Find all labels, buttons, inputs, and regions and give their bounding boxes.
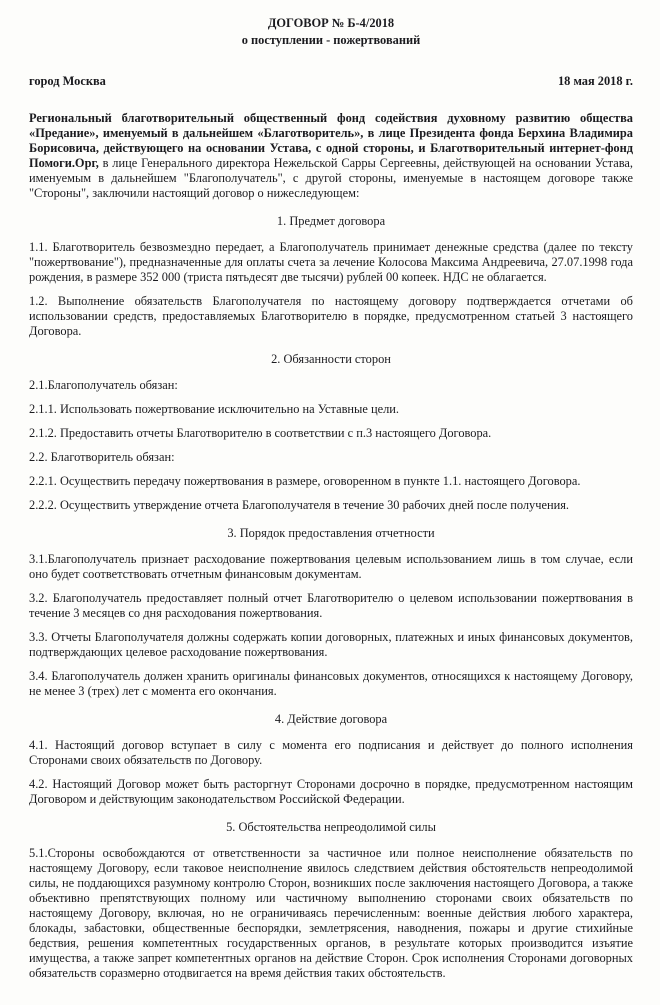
contract-paragraph: 4.1. Настоящий договор вступает в силу с момента его подписания и действует до полного исполнения Сторонами своих обязательств по Договору.: [29, 738, 633, 767]
contract-paragraph: 3.1.Благополучатель признает расходование пожертвования целевым использованием лишь в том случае, если оно будет соответствовать отчетным финансовым документам.: [29, 552, 633, 581]
contract-paragraph: 1.2. Выполнение обязательств Благополучателя по настоящему договору подтверждается отчетами об использовании средств, предоставляемых Благотворителю в порядке, предусмотренном статьей 3 настоящего Договора.: [29, 294, 633, 338]
contract-paragraph: 2.2.2. Осуществить утверждение отчета Благополучателя в течение 30 рабочих дней после получения.: [29, 498, 570, 512]
document-subtitle: о поступлении - пожертвований: [241, 33, 421, 47]
contract-paragraph: 3.2. Благополучатель предоставляет полный отчет Благотворителю о целевом использовании пожертвования в течение 3 месяцев со дня расходования пожертвования.: [29, 591, 633, 620]
sections-container: [29, 214, 633, 981]
preamble-paragraph: [29, 111, 633, 201]
contract-paragraph: 2.1.2. Предоставить отчеты Благотворителю в соответствии с п.3 настоящего Договора.: [29, 426, 492, 440]
city-label: город Москва: [29, 74, 106, 88]
contract-paragraph: 4.2. Настоящий Договор может быть расторгнут Сторонами досрочно в порядке, предусмотренном настоящим Договором и действующим законодательством Российской Федерации.: [29, 777, 633, 806]
place-date-row: [29, 74, 633, 89]
contract-paragraph: 2.1.Благополучатель обязан:: [29, 378, 178, 392]
section-heading: 3. Порядок предоставления отчетности: [227, 526, 435, 540]
contract-paragraph: 3.4. Благополучатель должен хранить оригиналы финансовых документов, относящихся к настоящему Договору, не менее 3 (трех) лет с момента его окончания.: [29, 669, 633, 698]
document-title: ДОГОВОР № Б-4/2018: [267, 16, 395, 30]
contract-paragraph: 2.2.1. Осуществить передачу пожертвования в размере, оговоренном в пункте 1.1. настоящего Договора.: [29, 474, 581, 488]
section-heading: 1. Предмет договора: [276, 214, 386, 228]
contract-paragraph: 3.3. Отчеты Благополучателя должны содержать копии договорных, платежных и иных финансовых документов, подтверждающих целевое расходование пожертвования.: [29, 630, 633, 659]
contract-paragraph: 5.1.Стороны освобождаются от ответственности за частичное или полное неисполнение обязательств по настоящему Договору, если таковое неисполнение явилось следствием действия обстоятельств непреодолимой силы, не поддающихся разумному контролю Сторон, возникших после заключения настоящего Договора, а также объективно препятствующих полному или частичному выполнению сторонами своих обязательств по настоящему Договору, включая, но не ограничиваясь перечисленным: военные действия любого характера, блокады, забастовки, общественные беспорядки, землетрясения, наводнения, пожары и другие стихийные бедствия, решения компетентных государственных органов, в результате которых производится изъятие имущества, а также запрет компетентных органов на действие Сторон. Срок исполнения Сторонами договорных обязательств соразмерно отодвигается на время действия таких обстоятельств.: [29, 846, 633, 980]
date-label: 18 мая 2018 г.: [557, 74, 633, 88]
section-heading: 4. Действие договора: [274, 712, 388, 726]
contract-paragraph: 2.1.1. Использовать пожертвование исключительно на Уставные цели.: [29, 402, 400, 416]
section-heading: 2. Обязанности сторон: [271, 352, 391, 366]
contract-paragraph: 2.2. Благотворитель обязан:: [29, 450, 175, 464]
section-heading: 5. Обстоятельства непреодолимой силы: [226, 820, 436, 834]
preamble-text-segment: в лице Генерального директора Нежельской Сарры Сергеевны, действующей на основании Устава, именуемым в дальнейшем "Благополучатель", с другой стороны, именуемые в настоящем договоре также "Стороны", заключили настоящий договор о нижеследующем:: [29, 156, 633, 200]
contract-paragraph: 1.1. Благотворитель безвозмездно передает, а Благополучатель принимает денежные средства (далее по тексту "пожертвование"), предназначенные для оплаты счета за лечение Колосова Максима Андреевича, 27.07.1998 года рождения, в размере 352 000 (триста пятьдесят две тысячи) рублей 00 копеек. НДС не облагается.: [29, 240, 633, 284]
preamble-bold-segment: Региональный благотворительный общественный фонд содействия духовному развитию общества «Предание», именуемый в дальнейшем «Благотворитель», в лице Президента фонда Берхина Владимира Борисовича, действующего на основании Устава, с одной стороны, и Благотворительный интернет-фонд Помоги.Орг,: [29, 111, 633, 170]
